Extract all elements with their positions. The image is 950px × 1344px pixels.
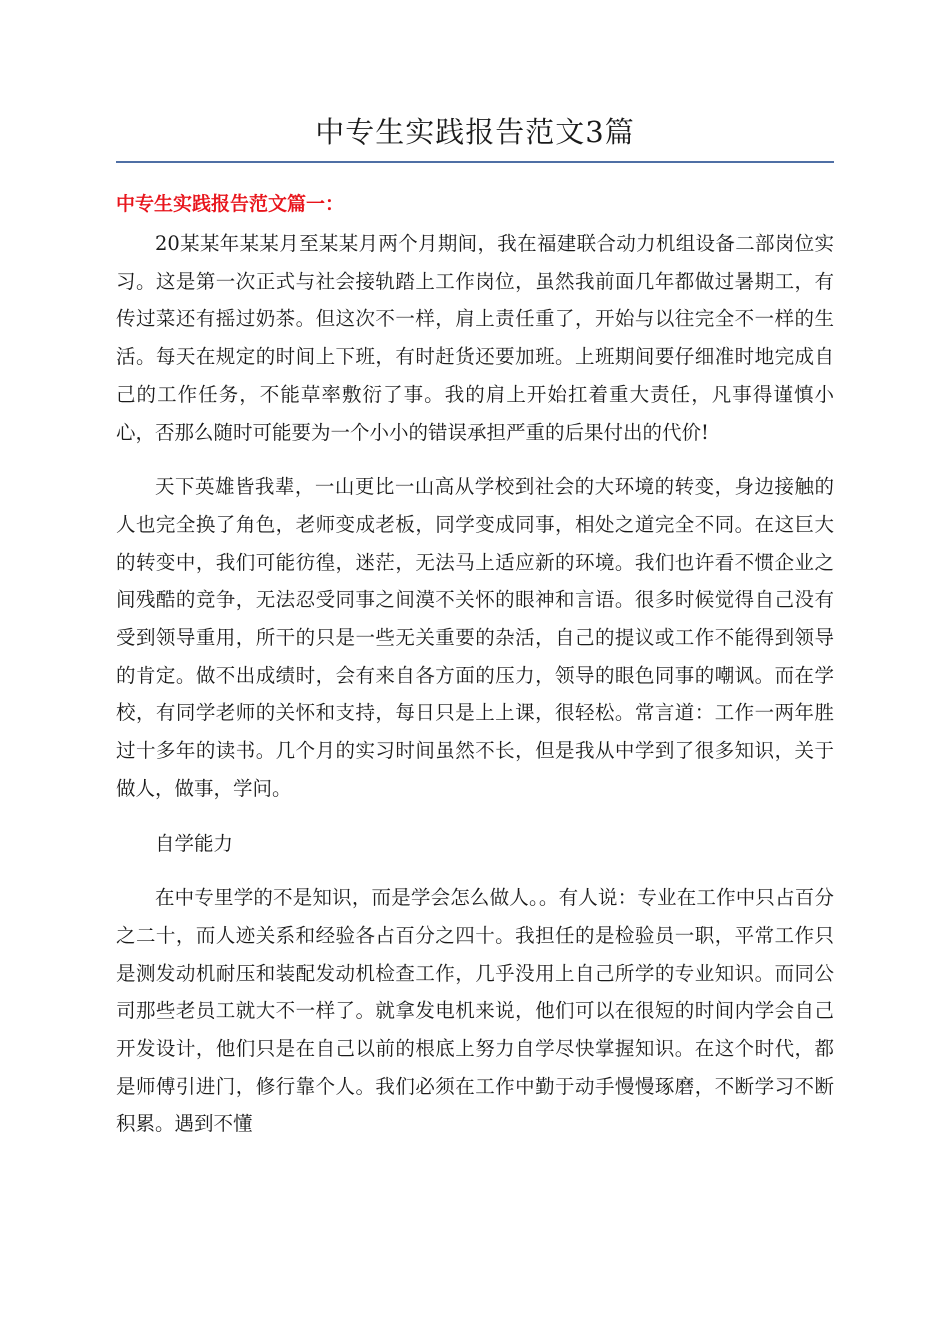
paragraph-2: 天下英雄皆我辈，一山更比一山高从学校到社会的大环境的转变，身边接触的人也完全换了角色，老师变成老板，同学变成同事，相处之道完全不同。在这巨大的转变中，我们可能彷徨，迷茫，无法马上适应新的环境。我们也许看不惯企业之间残酷的竞争，无法忍受同事之间漠不关怀的眼神和言语。很多时候觉得自己没有受到领导重用，所干的只是一些无关重要的杂活，自己的提议或工作不能得到领导的肯定。做不出成绩时，会有来自各方面的压力，领导的眼色同事的嘲讽。而在学校，有同学老师的关怀和支持，每日只是上上课，很轻松。常言道：工作一两年胜过十多年的读书。几个月的实习时间虽然不长，但是我从中学到了很多知识，关于做人，做事，学问。 <box>116 475 834 800</box>
document-title: 中专生实践报告范文3篇 <box>315 115 635 149</box>
title-underline <box>116 161 834 163</box>
paragraph-3: 在中专里学的不是知识，而是学会怎么做人。。有人说：专业在工作中只占百分之二十，而人迹关系和经验各占百分之四十。我担任的是检验员一职，平常工作只是测发动机耐压和装配发动机检查工作，几乎没用上自己所学的专业知识。而同公司那些老员工就大不一样了。就拿发电机来说，他们可以在很短的时间内学会自己开发设计，他们只是在自己以前的根底上努力自学尽快掌握知识。在这个时代，都是师傅引进门，修行靠个人。我们必须在工作中勤于动手慢慢琢磨，不断学习不断积累。遇到不懂 <box>116 886 834 1136</box>
subheading-self-study: 自学能力 <box>155 831 234 855</box>
paragraph-1: 20某某年某某月至某某月两个月期间，我在福建联合动力机组设备二部岗位实习。这是第一次正式与社会接轨踏上工作岗位，虽然我前面几年都做过暑期工，有传过菜还有摇过奶茶。但这次不一样，肩上责任重了，开始与以往完全不一样的生活。每天在规定的时间上下班，有时赶货还要加班。上班期间要仔细准时地完成自己的工作任务，不能草率敷衍了事。我的肩上开始扛着重大责任，凡事得谨慎小心，否那么随时可能要为一个小小的错误承担严重的后果付出的代价! <box>116 232 834 444</box>
section-heading: 中专生实践报告范文篇一： <box>116 193 345 215</box>
